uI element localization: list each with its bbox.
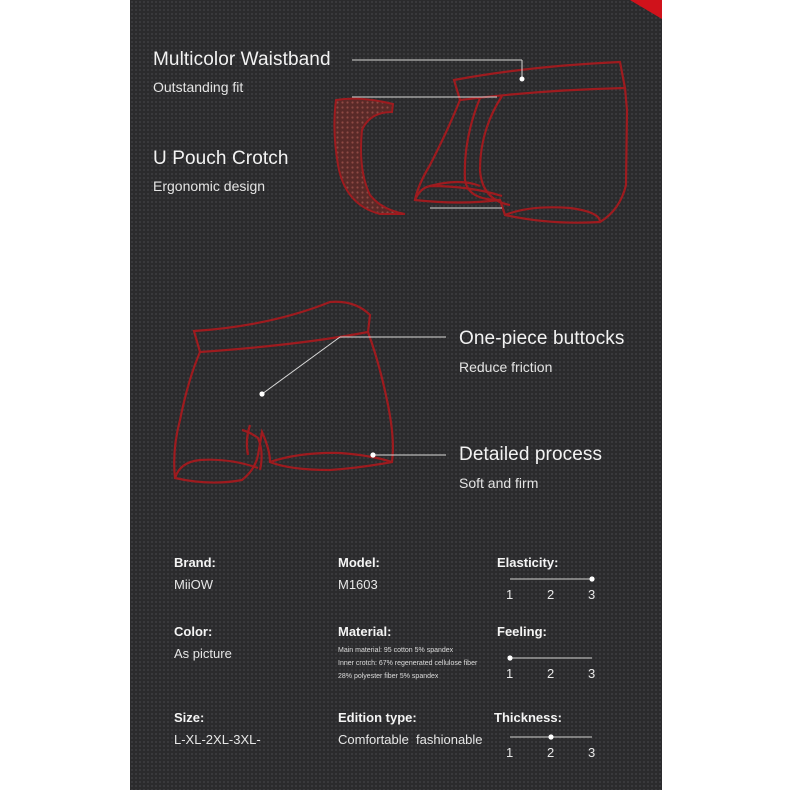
feature-subtitle-waistband: Outstanding fit xyxy=(153,79,244,95)
feature-subtitle-process: Soft and firm xyxy=(459,475,539,491)
feeling-scale-track xyxy=(508,653,594,663)
elasticity-scale-number: 2 xyxy=(547,587,555,602)
rating-elasticity-scale xyxy=(508,574,594,604)
boxer-back-illustration xyxy=(130,0,662,520)
rating-thickness-scale xyxy=(508,732,594,762)
spec-material-line-3: 28% polyester fiber 5% spandex xyxy=(338,673,439,680)
feeling-scale-number: 1 xyxy=(506,666,514,681)
spec-size-value: L-XL-2XL-3XL- xyxy=(174,732,261,747)
spec-color-label: Color: xyxy=(174,624,213,639)
elasticity-scale-number: 1 xyxy=(506,587,514,602)
feature-title-pouch: U Pouch Crotch xyxy=(153,148,289,169)
rating-elasticity-label: Elasticity: xyxy=(497,555,559,570)
rating-feeling-label: Feeling: xyxy=(497,624,547,639)
rating-feeling-scale xyxy=(508,653,594,683)
feature-title-buttocks: One-piece buttocks xyxy=(459,328,625,349)
feature-title-process: Detailed process xyxy=(459,444,603,465)
spec-brand-value: MiiOW xyxy=(174,577,213,592)
feeling-level-dot xyxy=(507,655,512,660)
thickness-level-dot xyxy=(548,734,553,739)
spec-brand-label: Brand: xyxy=(174,555,216,570)
feeling-scale-number: 3 xyxy=(588,666,596,681)
thickness-scale-track xyxy=(508,732,594,742)
spec-model-label: Model: xyxy=(338,555,380,570)
spec-material-line-1: Main material: 95 cotton 5% spandex xyxy=(338,647,454,654)
elasticity-level-dot xyxy=(589,576,594,581)
feature-title-waistband: Multicolor Waistband xyxy=(153,49,331,70)
thickness-scale-number: 3 xyxy=(588,745,596,760)
spec-edition-label: Edition type: xyxy=(338,710,417,725)
product-detail-panel xyxy=(130,0,662,790)
elasticity-scale-track xyxy=(508,574,594,584)
rating-thickness-label: Thickness: xyxy=(494,710,562,725)
thickness-scale-number: 2 xyxy=(547,745,555,760)
spec-model-value: M1603 xyxy=(338,577,378,592)
feature-subtitle-buttocks: Reduce friction xyxy=(459,359,553,375)
spec-color-value: As picture xyxy=(174,646,232,661)
thickness-scale-number: 1 xyxy=(506,745,514,760)
feature-subtitle-pouch: Ergonomic design xyxy=(153,178,266,194)
spec-size-label: Size: xyxy=(174,710,205,725)
spec-material-line-2: Inner crotch: 67% regenerated cellulose fiber xyxy=(338,660,478,667)
feeling-scale-number: 2 xyxy=(547,666,555,681)
spec-material-label: Material: xyxy=(338,624,392,639)
spec-edition-value: Comfortable fashionable xyxy=(338,732,483,747)
elasticity-scale-number: 3 xyxy=(588,587,596,602)
